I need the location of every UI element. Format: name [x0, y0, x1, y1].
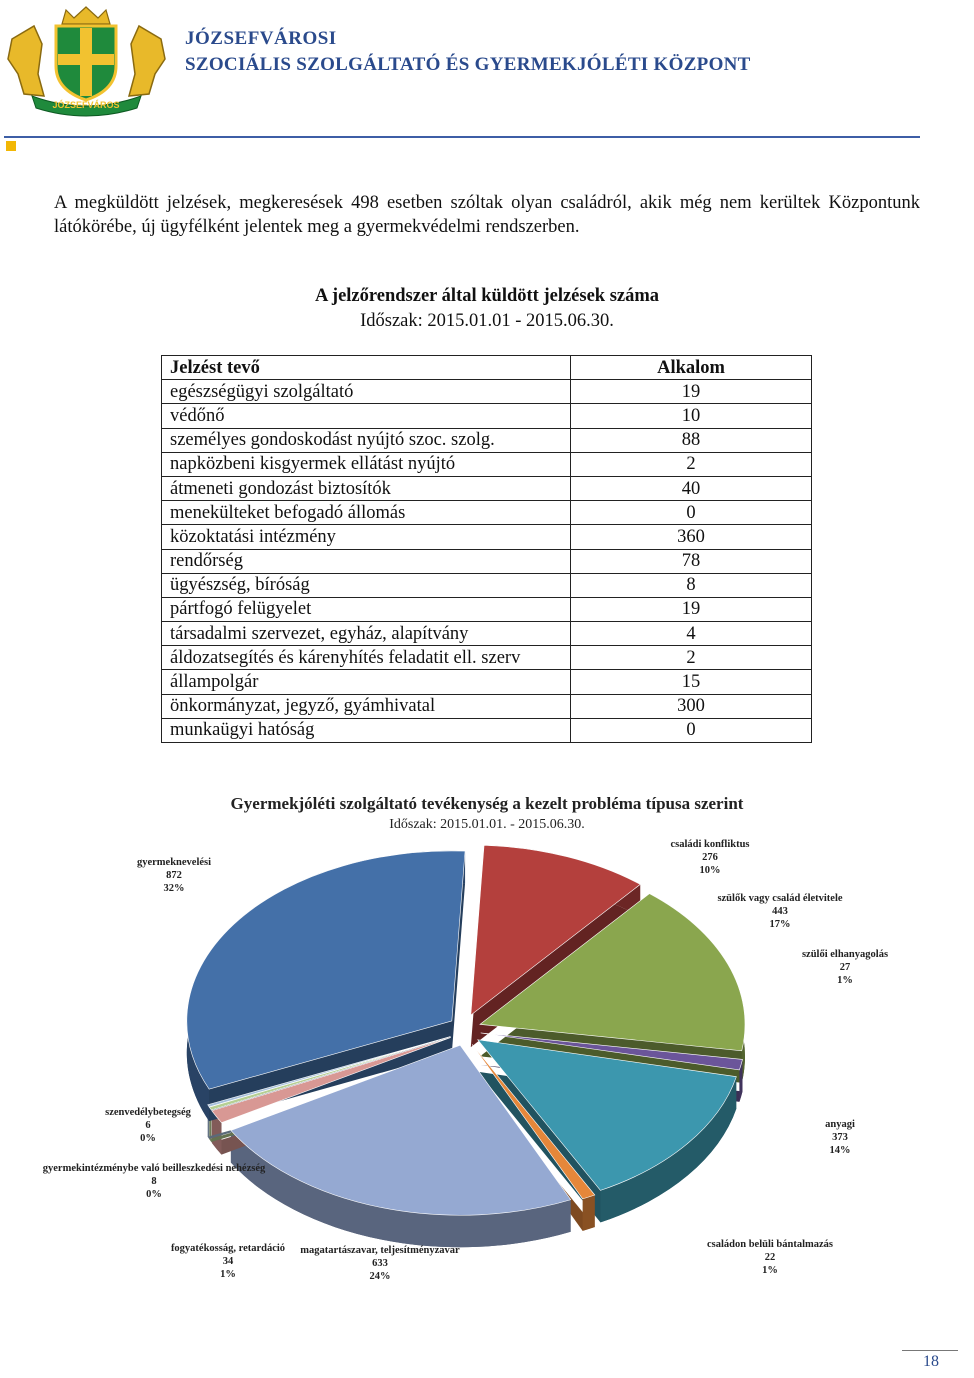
row-count: 300	[571, 694, 812, 718]
crest-banner-text: JÓZSEFVÁROS	[52, 100, 120, 110]
row-count: 8	[571, 573, 812, 597]
page-number: 18	[923, 1353, 939, 1370]
row-reporter: munkaügyi hatóság	[162, 718, 571, 742]
pie-data-label: gyermeknevelési 872 32%	[136, 857, 212, 894]
row-reporter: áldozatsegítés és kárenyhítés feladatit ell. szerv	[162, 646, 571, 670]
row-count: 19	[571, 597, 812, 621]
table-row	[162, 452, 812, 476]
row-reporter: személyes gondoskodást nyújtó szoc. szolg.	[162, 428, 571, 452]
row-reporter: társadalmi szervezet, egyház, alapítvány	[162, 622, 571, 646]
row-count: 78	[571, 549, 812, 573]
signals-table	[161, 355, 812, 743]
header-count: Alkalom	[571, 356, 812, 380]
chart-title: Gyermekjóléti szolgáltató tevékenység a kezelt probléma típusa szerint	[230, 794, 744, 813]
table-row	[162, 670, 812, 694]
row-count: 40	[571, 476, 812, 500]
pie-data-label: szülői elhanyagolás 27 1%	[801, 949, 889, 986]
pie-slice-edge	[583, 1195, 595, 1231]
table-row	[162, 380, 812, 404]
table-row	[162, 501, 812, 525]
pie-data-label: anyagi 373 14%	[825, 1119, 855, 1156]
table-period: Időszak: 2015.01.01 - 2015.06.30.	[360, 311, 614, 331]
header-accent-square	[6, 141, 16, 151]
row-count: 2	[571, 646, 812, 670]
page-header	[0, 0, 960, 150]
pie-data-label: szülők vagy család életvitele 443 17%	[717, 893, 843, 930]
table-row	[162, 404, 812, 428]
table-header-row	[162, 356, 812, 380]
table-row	[162, 428, 812, 452]
row-reporter: állampolgár	[162, 670, 571, 694]
row-count: 360	[571, 525, 812, 549]
row-count: 15	[571, 670, 812, 694]
table-row	[162, 573, 812, 597]
row-count: 0	[571, 501, 812, 525]
row-count: 4	[571, 622, 812, 646]
table-row	[162, 597, 812, 621]
row-reporter: pártfogó felügyelet	[162, 597, 571, 621]
row-reporter: egészségügyi szolgáltató	[162, 380, 571, 404]
pie-data-label: családi konfliktus 276 10%	[670, 839, 750, 876]
row-count: 10	[571, 404, 812, 428]
signals-table-wrapper	[161, 355, 812, 743]
row-count: 2	[571, 452, 812, 476]
pie-top-layer	[187, 845, 745, 1215]
pie-data-label: magatartászavar, teljesítményzavar 633 24%	[300, 1245, 460, 1282]
org-name-line1: JÓZSEFVÁROSI	[185, 28, 337, 49]
pie-data-label: gyermekintézménybe való beilleszkedési nehézség 8 0%	[42, 1163, 266, 1200]
intro-paragraph: A megküldött jelzések, megkeresések 498 esetben szóltak olyan családról, akik még nem kerültek Központunk látókörébe, új ügyfélként jelentek meg a gyermekvédelmi rendszerben.	[54, 193, 920, 237]
table-row	[162, 694, 812, 718]
row-reporter: menekülteket befogadó állomás	[162, 501, 571, 525]
chart-subtitle: Időszak: 2015.01.01. - 2015.06.30.	[389, 817, 585, 832]
row-reporter: ügyészség, bíróság	[162, 573, 571, 597]
org-name-line2: SZOCIÁLIS SZOLGÁLTATÓ ÉS GYERMEKJÓLÉTI KÖZPONT	[185, 54, 751, 75]
city-crest-logo	[4, 4, 169, 114]
table-row	[162, 549, 812, 573]
pie-data-label: családon belüli bántalmazás 22 1%	[706, 1239, 834, 1276]
table-row	[162, 525, 812, 549]
row-reporter: önkormányzat, jegyző, gyámhivatal	[162, 694, 571, 718]
header-reporter: Jelzést tevő	[162, 356, 571, 380]
table-row	[162, 646, 812, 670]
row-count: 0	[571, 718, 812, 742]
table-title: A jelzőrendszer által küldött jelzések száma	[314, 286, 660, 306]
row-reporter: átmeneti gondozást biztosítók	[162, 476, 571, 500]
problem-type-pie-chart	[42, 785, 900, 1305]
table-body	[162, 380, 812, 743]
row-count: 19	[571, 380, 812, 404]
table-row	[162, 622, 812, 646]
header-rule	[4, 136, 920, 138]
row-reporter: védőnő	[162, 404, 571, 428]
pie-data-label: szenvedélybetegség 6 0%	[105, 1107, 191, 1144]
table-row	[162, 718, 812, 742]
table-row	[162, 476, 812, 500]
pie-data-label: fogyatékosság, retardáció 34 1%	[170, 1243, 286, 1280]
row-reporter: közoktatási intézmény	[162, 525, 571, 549]
page-number-rule	[902, 1350, 958, 1351]
row-reporter: rendőrség	[162, 549, 571, 573]
row-reporter: napközbeni kisgyermek ellátást nyújtó	[162, 452, 571, 476]
row-count: 88	[571, 428, 812, 452]
